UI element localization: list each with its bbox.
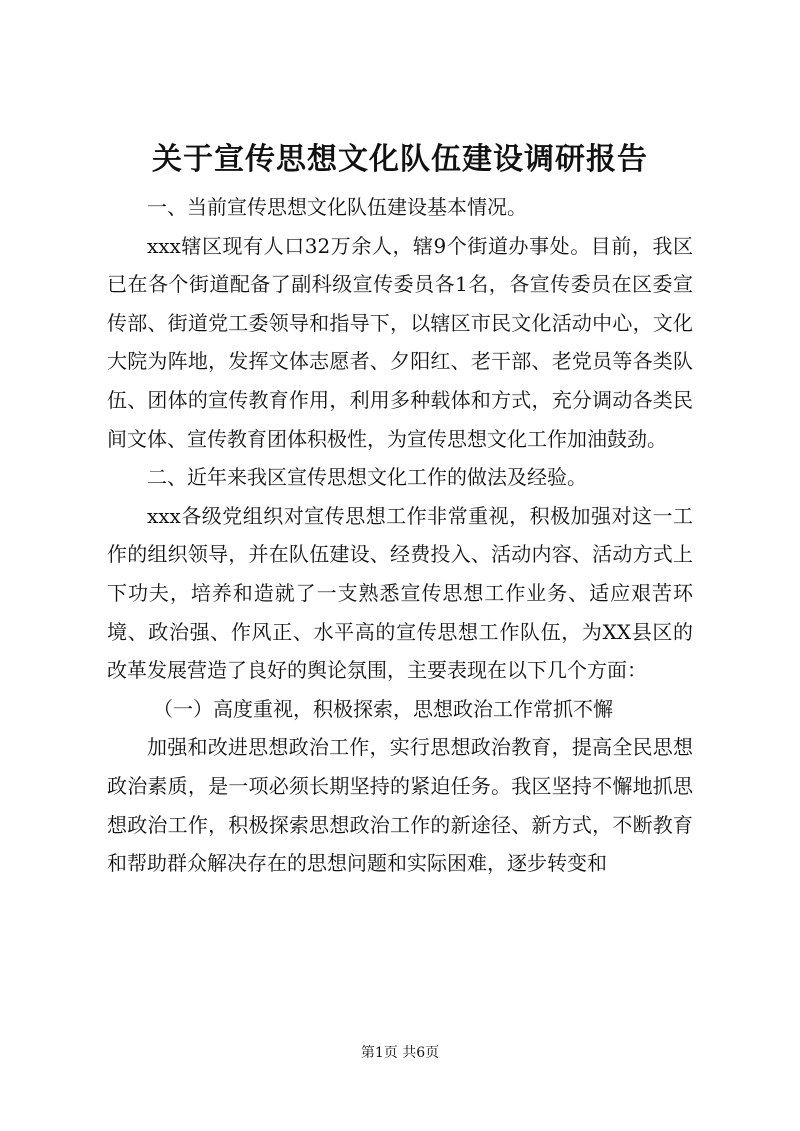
page-footer: 第1页 共6页 — [360, 1045, 440, 1061]
section-heading-2: 二、近年来我区宣传思想文化工作的做法及经验。 — [147, 465, 587, 490]
paragraph-3: 加强和改进思想政治工作，实行思想政治教育，提高全民思想政治素质，是一项必须长期坚持的紧迫任务。我区坚持不懈地抓思想政治工作，积极探索思想政治工作的新途径、新方式，不断教育和帮助群众解决存在的思想问题和实际困难，逐步转变和 — [107, 735, 693, 876]
section-heading-1: 一、当前宣传思想文化队伍建设基本情况。 — [147, 195, 527, 219]
subsection-heading-1: （一）高度重视，积极探索，思想政治工作常抓不懈 — [153, 696, 613, 721]
document-title: 关于宣传思想文化队伍建设调研报告 — [152, 142, 648, 177]
document-body — [107, 188, 693, 883]
paragraph-1: xxx辖区现有人口32万余人，辖9个街道办事处。目前，我区已在各个街道配备了副科级宣传委员各1名，各宣传委员在区委宣传部、街道党工委领导和指导下，以辖区市民文化活动中心，文化大院为阵地，发挥文体志愿者、夕阳红、老干部、老党员等各类队伍、团体的宣传教育作用，利用多种载体和方式，充分调动各类民间文体、宣传教育团体积极性，为宣传思想文化工作加油鼓劲。 — [107, 233, 693, 451]
paragraph-2: xxx各级党组织对宣传思想工作非常重视，积极加强对这一工作的组织领导，并在队伍建设、经费投入、活动内容、活动方式上下功夫，培养和造就了一支熟悉宣传思想工作业务、适应艰苦环境、政治强、作风正、水平高的宣传思想工作队伍，为XX县区的改革发展营造了良好的舆论氛围，主要表现在以下几个方面： — [107, 503, 693, 683]
